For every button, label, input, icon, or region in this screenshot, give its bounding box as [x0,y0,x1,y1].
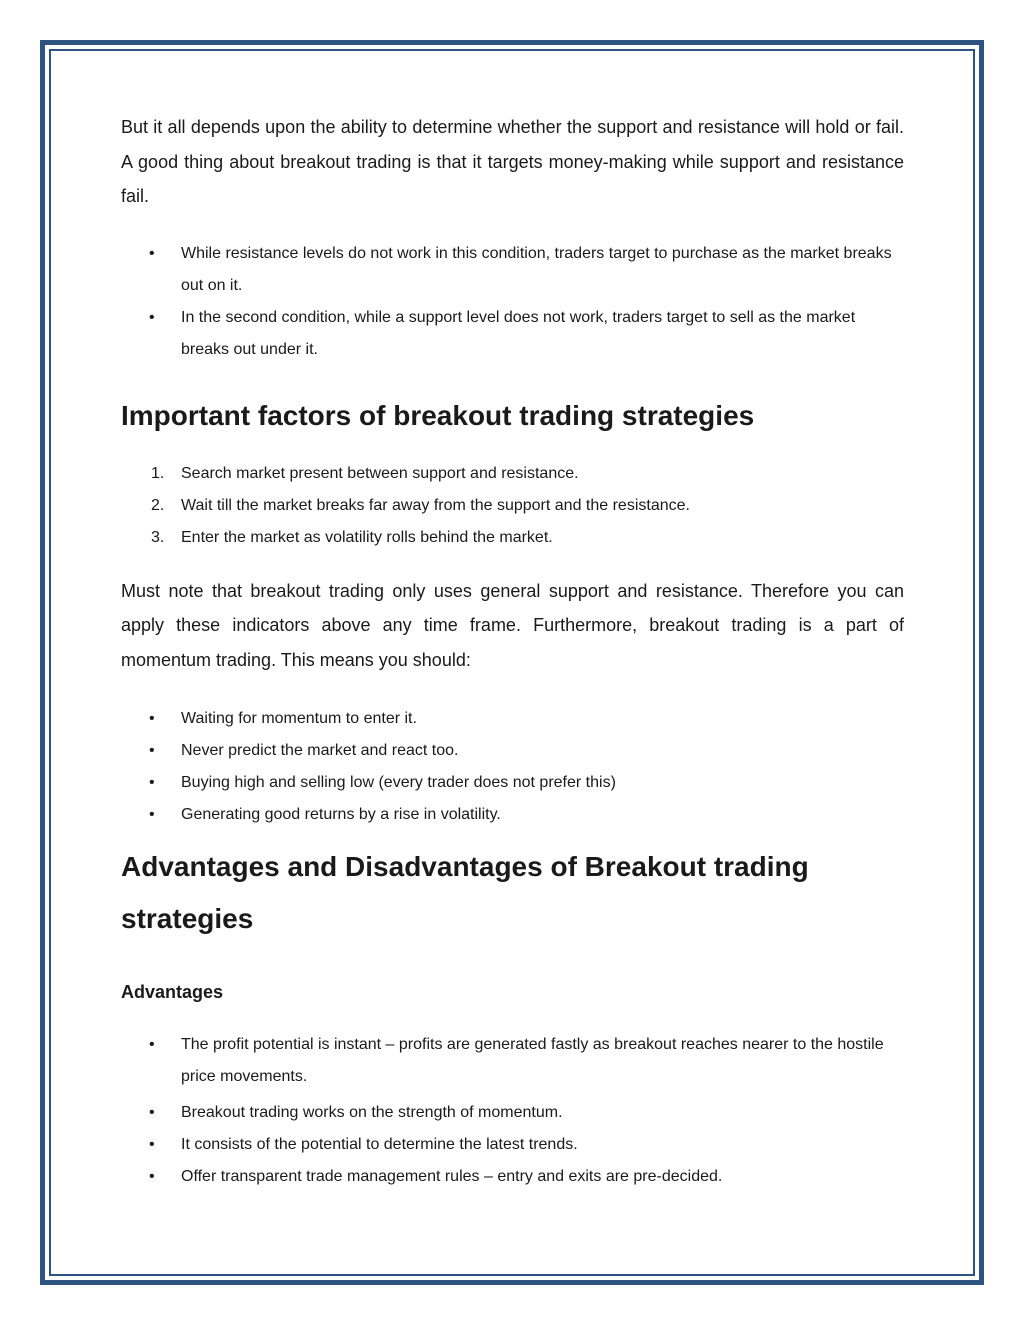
list-item-text: Wait till the market breaks far away from the support and the resistance. [181,496,690,514]
bullet-icon: • [149,710,155,727]
conditions-list [121,238,904,366]
bullet-icon: • [149,244,155,262]
list-item [121,238,904,302]
list-item [121,302,904,366]
list-item-text: Search market present between support and resistance. [181,464,579,482]
list-item [121,1129,904,1161]
bullet-icon: • [149,1104,155,1121]
section-heading-advantages-disadvantages: Advantages and Disadvantages of Breakout trading strategies [121,851,809,934]
list-item [121,767,904,799]
list-item-text: In the second condition, while a support level does not work, traders target to sell as the market breaks out under it. [181,308,856,358]
list-item [121,1029,904,1093]
bullet-icon: • [149,1136,155,1153]
list-item-text: The profit potential is instant – profits are generated fastly as breakout reaches nearer to the hostile price movements. [181,1036,884,1085]
bullet-icon: • [149,1036,155,1053]
section-heading-factors: Important factors of breakout trading strategies [121,399,755,431]
list-item [121,703,904,735]
list-item-text: While resistance levels do not work in this condition, traders target to purchase as the market breaks out on it. [181,244,892,294]
list-number: 2. [151,496,165,514]
list-item-text: Generating good returns by a rise in volatility. [181,806,501,823]
list-item [121,458,904,490]
list-item-text: Never predict the market and react too. [181,742,459,759]
list-item-text: Breakout trading works on the strength of momentum. [181,1104,563,1121]
bullet-icon: • [149,1168,155,1185]
bullet-icon: • [149,806,155,823]
list-item-text: Enter the market as volatility rolls behind the market. [181,528,553,546]
list-item [121,1097,904,1129]
momentum-paragraph: Must note that breakout trading only uses general support and resistance. Therefore you can apply these indicators above any time frame. Furthermore, breakout trading is a part of momentum trading. This means you should: [121,580,904,670]
list-number: 3. [151,528,165,546]
factors-list [121,458,904,554]
list-item-text: Buying high and selling low (every trader does not prefer this) [181,774,616,791]
list-item [121,799,904,831]
advantages-list [121,1029,904,1193]
bullet-icon: • [149,742,155,759]
list-item [121,1161,904,1193]
momentum-list [121,703,904,831]
intro-paragraph: But it all depends upon the ability to determine whether the support and resistance will hold or fail. A good thing about breakout trading is that it targets money-making while support and resistance fail. [121,117,904,206]
bullet-icon: • [149,308,155,326]
list-item-text: Waiting for momentum to enter it. [181,710,417,727]
list-item-text: It consists of the potential to determine the latest trends. [181,1136,578,1153]
list-number: 1. [151,464,165,482]
list-item [121,522,904,554]
list-item [121,735,904,767]
subheading-advantages: Advantages [121,982,224,1002]
list-item-text: Offer transparent trade management rules – entry and exits are pre-decided. [181,1168,723,1185]
document-content [121,110,904,1193]
list-item [121,490,904,522]
bullet-icon: • [149,774,155,791]
